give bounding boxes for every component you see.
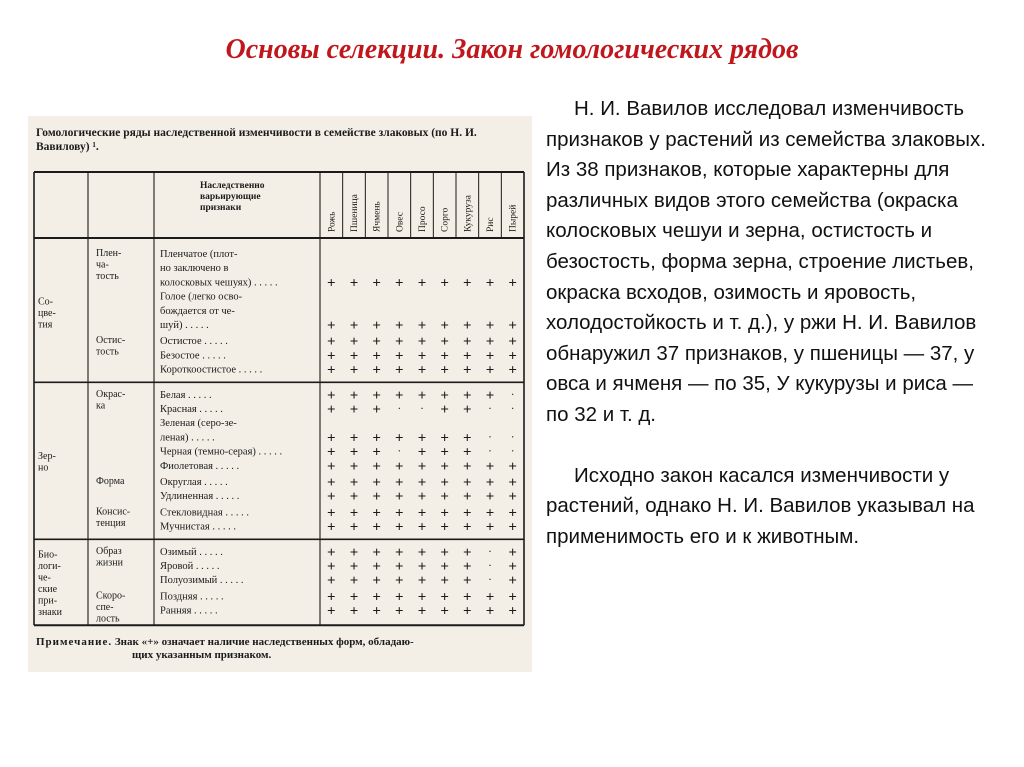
row-label: Округлая . . . . . xyxy=(160,477,228,488)
row-label: Стекловидная . . . . . xyxy=(160,507,249,519)
plus-mark: + xyxy=(440,402,449,418)
plus-mark: + xyxy=(349,348,359,365)
plus-mark: + xyxy=(508,519,517,536)
row-label: бождается от че- xyxy=(160,305,235,317)
row-label: Фиолетовая . . . . . xyxy=(160,460,240,472)
plus-mark: + xyxy=(349,387,359,404)
plus-mark: + xyxy=(508,458,517,475)
plus-mark: + xyxy=(508,318,517,334)
subgroup-label: Скоро- xyxy=(96,590,126,602)
plus-mark: + xyxy=(327,573,336,590)
plus-mark: + xyxy=(463,458,472,475)
row-label: Яровой . . . . . xyxy=(160,561,220,572)
plus-mark: + xyxy=(372,544,381,561)
subgroup-label: ка xyxy=(96,400,106,412)
plus-mark: + xyxy=(372,430,381,447)
plus-mark: + xyxy=(417,544,427,561)
dot-mark: · xyxy=(510,401,515,415)
plus-mark: + xyxy=(349,275,359,292)
row-label: Красная . . . . . xyxy=(160,404,223,415)
plus-mark: + xyxy=(463,402,472,418)
plus-mark: + xyxy=(463,489,472,506)
plus-mark: + xyxy=(440,334,449,351)
subgroup-label: Остис- xyxy=(96,335,126,347)
plus-mark: + xyxy=(395,573,404,590)
plus-mark: + xyxy=(417,387,427,404)
plus-mark: + xyxy=(395,589,404,606)
plus-mark: + xyxy=(327,475,336,491)
plus-mark: + xyxy=(349,573,359,590)
row-label: леная) . . . . . xyxy=(160,432,215,444)
plus-mark: + xyxy=(440,318,449,334)
plus-mark: + xyxy=(349,603,359,620)
plus-mark: + xyxy=(463,444,472,461)
row-label: шуй) . . . . . xyxy=(160,320,209,331)
plus-mark: + xyxy=(349,318,359,334)
plus-mark: + xyxy=(372,505,381,522)
plus-mark: + xyxy=(508,275,517,292)
plus-mark: + xyxy=(485,603,495,620)
plus-mark: + xyxy=(349,489,359,506)
subgroup-label: ча- xyxy=(96,259,109,271)
plus-mark: + xyxy=(440,362,449,379)
table-note xyxy=(36,636,516,662)
subgroup-label: тенция xyxy=(96,517,126,529)
plus-mark: + xyxy=(440,489,449,506)
plus-mark: + xyxy=(508,544,517,561)
plus-mark: + xyxy=(349,544,359,561)
group-label: но xyxy=(38,462,49,474)
slide-title: Основы селекции. Закон гомологических рядов xyxy=(225,34,799,65)
plus-mark: + xyxy=(417,275,427,292)
dot-mark: · xyxy=(488,429,492,444)
plus-mark: + xyxy=(349,559,359,575)
plus-mark: + xyxy=(485,475,495,491)
dot-mark: · xyxy=(488,443,492,458)
plus-mark: + xyxy=(417,334,427,351)
row-label: Белая . . . . . xyxy=(160,389,212,401)
plus-mark: + xyxy=(349,430,359,447)
plus-mark: + xyxy=(417,519,427,536)
row-label: но заключено в xyxy=(160,263,229,275)
plus-mark: + xyxy=(372,475,381,491)
plus-mark: + xyxy=(417,589,427,606)
plus-mark: + xyxy=(327,318,336,334)
plus-mark: + xyxy=(440,475,449,491)
column-header-3: Ячмень xyxy=(372,201,383,232)
plus-mark: + xyxy=(508,348,517,365)
plus-mark: + xyxy=(463,519,472,536)
group-label: знаки xyxy=(38,606,62,618)
dot-mark: · xyxy=(510,429,515,444)
plus-mark: + xyxy=(463,318,472,334)
plus-mark: + xyxy=(417,348,427,365)
plus-mark: + xyxy=(417,603,427,620)
plus-mark: + xyxy=(349,458,359,475)
plus-mark: + xyxy=(463,589,472,606)
row-label: Озимый . . . . . xyxy=(160,546,223,558)
plus-mark: + xyxy=(372,362,381,379)
plus-mark: + xyxy=(372,387,381,404)
plus-mark: + xyxy=(463,573,472,590)
column-header-5: Просо xyxy=(418,206,428,232)
plus-mark: + xyxy=(349,589,359,606)
header-label-line: Наследственно xyxy=(200,181,265,191)
plus-mark: + xyxy=(372,334,381,351)
plus-mark: + xyxy=(327,402,336,418)
plus-mark: + xyxy=(327,430,336,447)
subgroup-label: тость xyxy=(96,271,119,282)
plus-mark: + xyxy=(508,603,517,620)
plus-mark: + xyxy=(463,362,472,379)
subgroup-label: Образ xyxy=(96,545,122,557)
row-label: Полуозимый . . . . . xyxy=(160,575,244,587)
plus-mark: + xyxy=(508,362,517,379)
plus-mark: + xyxy=(327,505,336,522)
column-header-2: Пшеница xyxy=(350,194,360,232)
group-label: при- xyxy=(38,595,58,607)
plus-mark: + xyxy=(485,348,495,365)
table-note-text-2: щих указанным признаком. xyxy=(132,649,272,661)
plus-mark: + xyxy=(372,458,381,475)
row-label: Зеленая (серо-зе- xyxy=(160,418,237,430)
plus-mark: + xyxy=(327,362,336,379)
row-label: Короткоостистое . . . . . xyxy=(160,364,263,376)
plus-mark: + xyxy=(485,489,495,506)
homologous-series-table xyxy=(28,116,532,636)
plus-mark: + xyxy=(508,475,517,491)
dot-mark: · xyxy=(488,558,492,572)
row-label: Голое (легко осво- xyxy=(160,291,243,303)
group-label: Зер- xyxy=(38,450,56,462)
row-label: Безостое . . . . . xyxy=(160,350,226,362)
group-label: че- xyxy=(38,572,51,584)
column-header-4: Овес xyxy=(395,212,406,232)
plus-mark: + xyxy=(417,489,427,506)
plus-mark: + xyxy=(395,489,404,506)
plus-mark: + xyxy=(485,505,495,522)
body-paragraph-1: Н. И. Вавилов исследовал изменчивость признаков у растений из семейства злаковых. Из 38 признаков, которые характерны для различных видов этого семейства (окраска колосковых чешуи и зерна, остистость и безостость, форма зерна, строение листьев, окраска всходов, озимость и яровость, холодостойкость и т. д.), у ржи Н. И. Вавилов обнаружил 37 признаков, у пшеницы — 37, у овса и ячменя — по 35, У кукурузы и риса — по 32 и т. д. xyxy=(546,97,986,426)
column-header-9: Пырей xyxy=(508,204,519,232)
slide-body xyxy=(546,94,986,582)
plus-mark: + xyxy=(327,458,336,475)
plus-mark: + xyxy=(372,519,381,536)
plus-mark: + xyxy=(349,334,359,351)
row-label: Остистое . . . . . xyxy=(160,336,228,348)
plus-mark: + xyxy=(485,318,495,334)
plus-mark: + xyxy=(327,444,336,461)
plus-mark: + xyxy=(440,559,449,575)
plus-mark: + xyxy=(327,489,336,506)
dot-mark: · xyxy=(488,572,492,587)
plus-mark: + xyxy=(463,603,472,620)
plus-mark: + xyxy=(485,458,495,475)
plus-mark: + xyxy=(463,475,472,491)
plus-mark: + xyxy=(508,505,517,522)
table-caption: Гомологические ряды наследственной изменчивости в семействе злаковых (по Н. И. Вавилову) ¹. xyxy=(36,127,477,153)
plus-mark: + xyxy=(327,519,336,536)
plus-mark: + xyxy=(395,505,404,522)
plus-mark: + xyxy=(463,348,472,365)
plus-mark: + xyxy=(508,589,517,606)
plus-mark: + xyxy=(327,603,336,620)
plus-mark: + xyxy=(372,348,381,365)
row-label: Поздняя . . . . . xyxy=(160,591,224,603)
plus-mark: + xyxy=(327,559,336,575)
plus-mark: + xyxy=(508,573,517,590)
plus-mark: + xyxy=(417,444,427,461)
plus-mark: + xyxy=(349,362,359,379)
plus-mark: + xyxy=(417,458,427,475)
plus-mark: + xyxy=(349,475,359,491)
plus-mark: + xyxy=(463,559,472,575)
plus-mark: + xyxy=(463,275,472,292)
plus-mark: + xyxy=(327,275,336,292)
plus-mark: + xyxy=(417,505,427,522)
subgroup-label: спе- xyxy=(96,601,114,613)
plus-mark: + xyxy=(395,275,404,292)
plus-mark: + xyxy=(508,334,517,351)
plus-mark: + xyxy=(485,387,495,404)
plus-mark: + xyxy=(440,387,449,404)
row-label: Мучнистая . . . . . xyxy=(160,521,236,533)
homologous-series-table-scan xyxy=(28,116,532,672)
plus-mark: + xyxy=(349,444,359,461)
plus-mark: + xyxy=(417,573,427,590)
plus-mark: + xyxy=(417,430,427,447)
dot-mark: · xyxy=(397,401,402,415)
plus-mark: + xyxy=(463,430,472,447)
row-label: Пленчатое (плот- xyxy=(160,249,238,260)
plus-mark: + xyxy=(440,348,449,365)
header-label-line: варьирующие xyxy=(200,192,261,202)
plus-mark: + xyxy=(508,559,517,575)
body-paragraph-2: Исходно закон касался изменчивости у растений, однако Н. И. Вавилов указывал на применимость его и к животным. xyxy=(546,463,975,548)
plus-mark: + xyxy=(327,334,336,351)
dot-mark: · xyxy=(510,386,515,401)
row-label: Ранняя . . . . . xyxy=(160,605,218,617)
plus-mark: + xyxy=(440,544,449,561)
plus-mark: + xyxy=(463,334,472,351)
plus-mark: + xyxy=(395,458,404,475)
dot-mark: · xyxy=(488,401,492,415)
plus-mark: + xyxy=(463,387,472,404)
plus-mark: + xyxy=(349,519,359,536)
plus-mark: + xyxy=(395,475,404,491)
plus-mark: + xyxy=(440,430,449,447)
plus-mark: + xyxy=(372,402,381,418)
dot-mark: · xyxy=(420,401,424,415)
plus-mark: + xyxy=(417,318,427,334)
plus-mark: + xyxy=(395,603,404,620)
plus-mark: + xyxy=(417,559,427,575)
subgroup-label: Окрас- xyxy=(96,388,126,400)
plus-mark: + xyxy=(395,559,404,575)
plus-mark: + xyxy=(395,430,404,447)
plus-mark: + xyxy=(440,458,449,475)
plus-mark: + xyxy=(372,489,381,506)
plus-mark: + xyxy=(485,589,495,606)
group-label: цве- xyxy=(38,307,56,319)
column-header-1: Рожь xyxy=(327,211,338,232)
plus-mark: + xyxy=(395,544,404,561)
plus-mark: + xyxy=(349,505,359,522)
group-label: Со- xyxy=(38,296,53,308)
column-header-6: Сорго xyxy=(440,207,451,232)
dot-mark: · xyxy=(510,443,515,458)
plus-mark: + xyxy=(440,275,449,292)
plus-mark: + xyxy=(440,505,449,522)
plus-mark: + xyxy=(327,348,336,365)
group-label: логи- xyxy=(38,560,61,572)
plus-mark: + xyxy=(417,362,427,379)
plus-mark: + xyxy=(417,475,427,491)
subgroup-label: лость xyxy=(96,613,120,625)
subgroup-label: тость xyxy=(96,346,119,358)
plus-mark: + xyxy=(395,348,404,365)
plus-mark: + xyxy=(372,318,381,334)
group-label: тия xyxy=(38,319,53,331)
plus-mark: + xyxy=(440,603,449,620)
plus-mark: + xyxy=(463,505,472,522)
subgroup-label: Консис- xyxy=(96,506,131,518)
dot-mark: · xyxy=(397,443,402,458)
plus-mark: + xyxy=(440,444,449,461)
plus-mark: + xyxy=(372,275,381,292)
plus-mark: + xyxy=(395,318,404,334)
plus-mark: + xyxy=(463,544,472,561)
plus-mark: + xyxy=(327,544,336,561)
plus-mark: + xyxy=(395,334,404,351)
subgroup-label: Плен- xyxy=(96,248,122,259)
plus-mark: + xyxy=(440,589,449,606)
plus-mark: + xyxy=(372,603,381,620)
column-header-8: Рис xyxy=(486,217,496,232)
header-label-line: признаки xyxy=(200,203,242,213)
plus-mark: + xyxy=(440,519,449,536)
table-note-label: Примечание. xyxy=(36,636,113,648)
group-label: Био- xyxy=(38,549,58,561)
column-header-7: Кукуруза xyxy=(463,195,474,232)
plus-mark: + xyxy=(327,589,336,606)
plus-mark: + xyxy=(440,573,449,590)
plus-mark: + xyxy=(372,573,381,590)
subgroup-label: Форма xyxy=(96,476,125,487)
plus-mark: + xyxy=(395,362,404,379)
plus-mark: + xyxy=(485,519,495,536)
dot-mark: · xyxy=(488,543,492,558)
row-label: колосковых чешуях) . . . . . xyxy=(160,277,278,289)
plus-mark: + xyxy=(372,559,381,575)
row-label: Черная (темно-серая) . . . . . xyxy=(160,446,283,458)
plus-mark: + xyxy=(372,589,381,606)
subgroup-label: жизни xyxy=(96,557,123,569)
plus-mark: + xyxy=(485,275,495,292)
group-label: ские xyxy=(38,583,58,595)
plus-mark: + xyxy=(485,362,495,379)
plus-mark: + xyxy=(327,387,336,404)
plus-mark: + xyxy=(349,402,359,418)
plus-mark: + xyxy=(485,334,495,351)
plus-mark: + xyxy=(395,519,404,536)
plus-mark: + xyxy=(395,387,404,404)
plus-mark: + xyxy=(372,444,381,461)
table-note-text: Знак «+» означает наличие наследственных форм, обладаю- xyxy=(114,636,414,648)
plus-mark: + xyxy=(508,489,517,506)
row-label: Удлиненная . . . . . xyxy=(160,491,240,503)
